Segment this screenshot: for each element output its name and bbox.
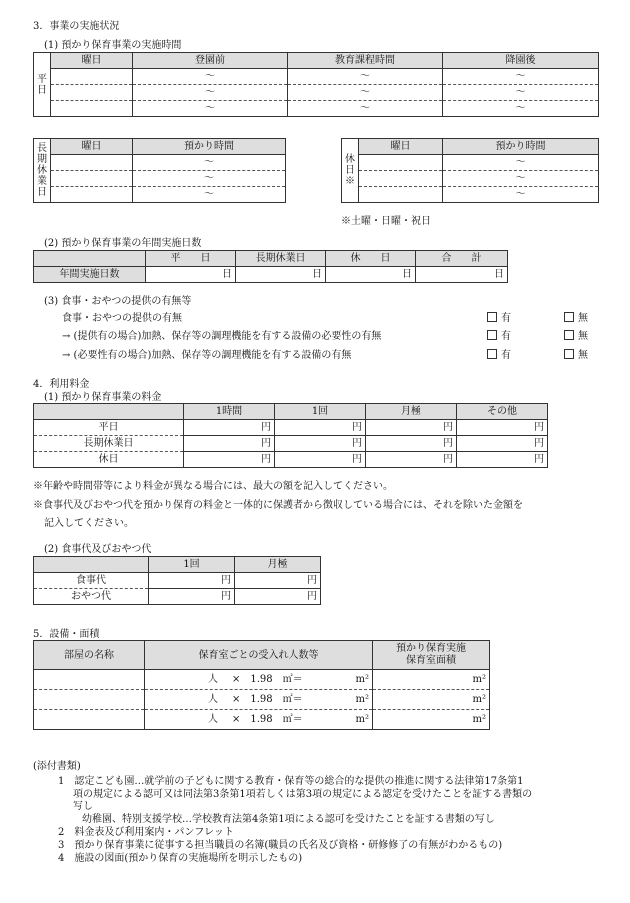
fee-table (33, 403, 548, 468)
fee-input[interactable]: 円 (275, 452, 366, 468)
corner-diagonal (34, 251, 146, 267)
holiday-side-label: 休日※ (342, 139, 359, 203)
weekday-hours-table (33, 52, 599, 117)
time-range[interactable]: ～ (133, 101, 288, 117)
days-input[interactable]: 日 (416, 267, 508, 283)
col-day: 曜日 (51, 139, 133, 155)
section3-1-title: (1) 預かり保育事業の実施時間 (44, 40, 182, 51)
attachment-1: 1 認定こども園…就学前の子どもに関する教育・保育等の総合的な提供の推進に関する法律第17条第1 (58, 776, 524, 787)
time-range[interactable]: ～ (133, 85, 288, 101)
day-input[interactable] (51, 69, 133, 85)
meal-fee-input[interactable]: 円 (149, 573, 235, 589)
section5-title: 5．設備・面積 (33, 629, 100, 640)
holiday-note: ※土曜・日曜・祝日 (341, 216, 431, 227)
col-long-holiday: 長期休業日 (236, 251, 326, 267)
time-range[interactable]: ～ (133, 155, 286, 171)
long-holiday-side-label: 長期休業日 (34, 139, 51, 203)
yes-checkbox[interactable]: 有 (487, 309, 511, 324)
days-input[interactable]: 日 (326, 267, 416, 283)
long-holiday-hours-table (33, 138, 286, 203)
time-range[interactable]: ～ (443, 155, 599, 171)
fee-input[interactable]: 円 (457, 436, 548, 452)
yes-checkbox[interactable]: 有 (487, 346, 511, 361)
fee-row-label: 長期休業日 (34, 436, 184, 452)
col-hours: 預かり時間 (443, 139, 599, 155)
attachment-3: 3 預かり保育事業に従事する担当職員の名簿(職員の氏名及び資格・研修修了の有無がわかるもの) (58, 840, 503, 851)
section3-3-title: (3) 食事・おやつの提供の有無等 (44, 296, 192, 307)
day-input[interactable] (359, 187, 443, 203)
capacity-input[interactable]: 人 × 1.98 ㎡＝ m² (145, 690, 373, 710)
meal-item-equipment: → (必要性有の場合)加熱、保存等の調理機能を有する設備の有無 (62, 350, 352, 361)
col-before: 登園前 (133, 53, 288, 69)
days-input[interactable]: 日 (236, 267, 326, 283)
attachment-4: 4 施設の図面(預かり保育の実施場所を明示したもの) (58, 853, 303, 864)
fee-input[interactable]: 円 (184, 436, 275, 452)
col-hour: 1時間 (184, 404, 275, 420)
area-input[interactable]: m² (373, 690, 490, 710)
facility-table (33, 640, 490, 730)
no-checkbox[interactable]: 無 (564, 327, 588, 342)
fee-note-2: ※食事代及びおやつ代を預かり保育の料金と一体的に保護者から徴収している場合には、それを除いた金額を (33, 500, 523, 511)
days-input[interactable]: 日 (146, 267, 236, 283)
fee-input[interactable]: 円 (366, 420, 457, 436)
fee-input[interactable]: 円 (366, 452, 457, 468)
section4-title: 4．利用料金 (33, 379, 90, 390)
yes-checkbox[interactable]: 有 (487, 327, 511, 342)
col-total: 合 計 (416, 251, 508, 267)
meal-fee-input[interactable]: 円 (235, 589, 321, 605)
time-range[interactable]: ～ (443, 187, 599, 203)
fee-input[interactable]: 円 (275, 436, 366, 452)
fee-input[interactable]: 円 (366, 436, 457, 452)
col-holiday: 休 日 (326, 251, 416, 267)
attachment-1-cont: 項の規定による認可又は同法第3条第1項若しくは第3項の規定による認定を受けたことを証する書類の (73, 789, 533, 800)
annual-days-table (33, 250, 508, 283)
meal-fee-row-label: おやつ代 (34, 589, 149, 605)
checkbox-icon (564, 349, 574, 359)
corner-diagonal (34, 557, 149, 573)
fee-row-label: 平日 (34, 420, 184, 436)
no-checkbox[interactable]: 無 (564, 309, 588, 324)
time-range[interactable]: ～ (133, 171, 286, 187)
room-name-input[interactable] (34, 670, 145, 690)
time-range[interactable]: ～ (288, 101, 443, 117)
checkbox-icon (487, 330, 497, 340)
room-name-input[interactable] (34, 710, 145, 730)
col-weekday: 平 日 (146, 251, 236, 267)
col-school-hours: 教育課程時間 (288, 53, 443, 69)
fee-row-label: 休日 (34, 452, 184, 468)
fee-input[interactable]: 円 (457, 420, 548, 436)
checkbox-icon (487, 312, 497, 322)
col-capacity: 保育室ごとの受入れ人数等 (145, 641, 373, 670)
day-input[interactable] (51, 101, 133, 117)
section4-2-title: (2) 食事代及びおやつ代 (44, 544, 152, 555)
day-input[interactable] (51, 85, 133, 101)
time-range[interactable]: ～ (443, 171, 599, 187)
checkbox-icon (564, 330, 574, 340)
holiday-hours-table (341, 138, 599, 203)
day-input[interactable] (51, 187, 133, 203)
fee-input[interactable]: 円 (275, 420, 366, 436)
time-range[interactable]: ～ (133, 69, 288, 85)
attachment-1-sub: 幼稚園、特別支援学校…学校教育法第4条第1項による認可を受けたことを証する書類の写し (82, 814, 495, 825)
col-once: 1回 (275, 404, 366, 420)
meal-item-need: → (提供有の場合)加熱、保存等の調理機能を有する設備の必要性の有無 (62, 331, 382, 342)
area-input[interactable]: m² (373, 670, 490, 690)
area-input[interactable]: m² (373, 710, 490, 730)
col-after: 降園後 (443, 53, 599, 69)
fee-input[interactable]: 円 (457, 452, 548, 468)
fee-note-2-cont: 記入してください。 (44, 518, 134, 529)
time-range[interactable]: ～ (288, 85, 443, 101)
capacity-input[interactable]: 人 × 1.98 ㎡＝ m² (145, 710, 373, 730)
col-monthly: 月極 (235, 557, 321, 573)
col-monthly: 月極 (366, 404, 457, 420)
col-area: 預かり保育実施 保育室面積 (373, 641, 490, 670)
day-input[interactable] (51, 155, 133, 171)
meal-fee-input[interactable]: 円 (235, 573, 321, 589)
capacity-input[interactable]: 人 × 1.98 ㎡＝ m² (145, 670, 373, 690)
checkbox-icon (564, 312, 574, 322)
time-range[interactable]: ～ (288, 69, 443, 85)
col-once: 1回 (149, 557, 235, 573)
col-room-name: 部屋の名称 (34, 641, 145, 670)
fee-input[interactable]: 円 (184, 420, 275, 436)
fee-note-1: ※年齢や時間帯等により料金が異なる場合には、最大の額を記入してください。 (33, 481, 393, 492)
col-day: 曜日 (51, 53, 133, 69)
meal-fee-table (33, 556, 321, 605)
section3-2-title: (2) 預かり保育事業の年間実施日数 (44, 238, 202, 249)
weekday-side-label: 平日 (34, 53, 51, 117)
col-hours: 預かり時間 (133, 139, 286, 155)
day-input[interactable] (359, 171, 443, 187)
corner-diagonal (34, 404, 184, 420)
meal-fee-row-label: 食事代 (34, 573, 149, 589)
day-input[interactable] (359, 155, 443, 171)
fee-input[interactable]: 円 (184, 452, 275, 468)
col-other: その他 (457, 404, 548, 420)
meal-fee-input[interactable]: 円 (149, 589, 235, 605)
day-input[interactable] (51, 171, 133, 187)
row-label: 年間実施日数 (34, 267, 146, 283)
attachments-title: (添付書類) (33, 761, 81, 772)
time-range[interactable]: ～ (443, 69, 599, 85)
col-day: 曜日 (359, 139, 443, 155)
section3-title: 3．事業の実施状況 (33, 21, 120, 32)
attachment-2: 2 料金表及び利用案内・パンフレット (58, 827, 234, 838)
no-checkbox[interactable]: 無 (564, 346, 588, 361)
room-name-input[interactable] (34, 690, 145, 710)
checkbox-icon (487, 349, 497, 359)
meal-item-provision: 食事・おやつの提供の有無 (62, 313, 182, 324)
time-range[interactable]: ～ (443, 101, 599, 117)
time-range[interactable]: ～ (133, 187, 286, 203)
attachment-1-cont: 写し (73, 801, 93, 812)
section4-1-title: (1) 預かり保育事業の料金 (44, 392, 162, 403)
time-range[interactable]: ～ (443, 85, 599, 101)
